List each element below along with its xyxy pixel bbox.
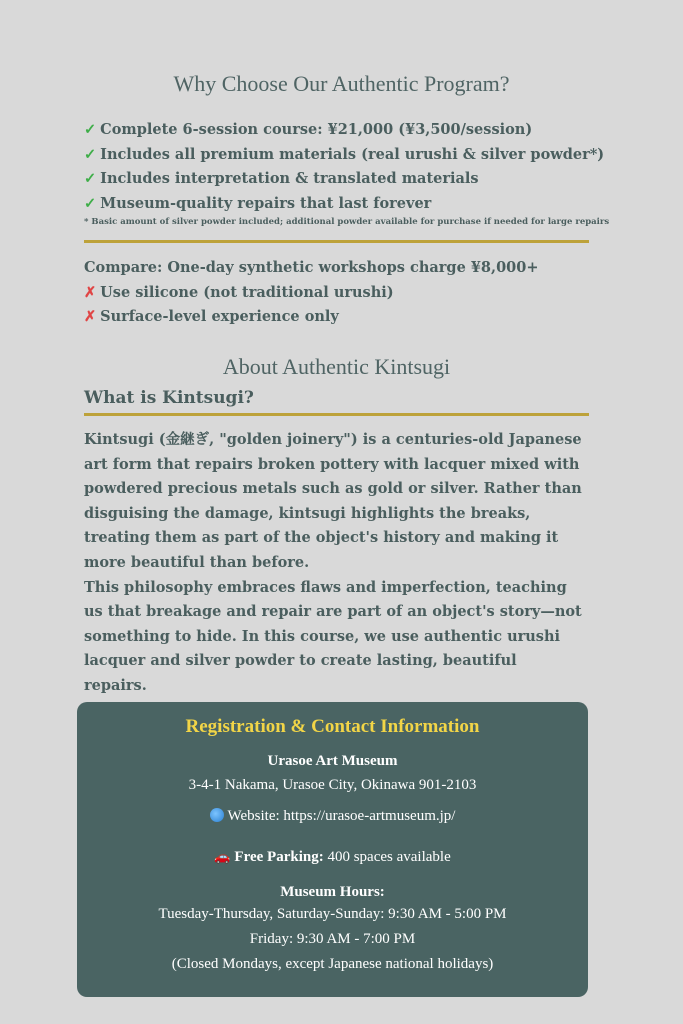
what-title: What is Kintsugi? bbox=[84, 388, 254, 408]
parking-value: 400 spaces available bbox=[327, 849, 451, 865]
list-item bbox=[84, 281, 604, 306]
list-item bbox=[84, 118, 604, 143]
benefit-text: Complete 6-session course: ¥21,000 (¥3,500/session) bbox=[100, 121, 533, 138]
globe-icon bbox=[210, 808, 224, 822]
hours-line: Friday: 9:30 AM - 7:00 PM bbox=[249, 931, 416, 947]
benefit-text: Museum-quality repairs that last forever bbox=[100, 194, 432, 212]
compare-text: Use silicone (not traditional urushi) bbox=[100, 283, 394, 301]
benefit-text: Includes all premium materials (real urushi & silver powder*) bbox=[100, 145, 605, 163]
contact-title: Registration & Contact Information bbox=[185, 716, 480, 737]
list-item bbox=[84, 143, 604, 168]
footnote: * Basic amount of silver powder included; additional powder available for purchase if needed for large repairs bbox=[84, 217, 610, 227]
check-icon: ✓ bbox=[84, 194, 97, 212]
list-item bbox=[84, 167, 604, 192]
cross-icon: ✗ bbox=[84, 283, 97, 301]
website-line[interactable] bbox=[77, 808, 588, 825]
hours-line: (Closed Mondays, except Japanese national holidays) bbox=[171, 956, 494, 972]
list-item bbox=[84, 305, 604, 330]
website-link[interactable]: Website: https://urasoe-artmuseum.jp/ bbox=[227, 808, 456, 824]
why-title: Why Choose Our Authentic Program? bbox=[173, 71, 510, 96]
cross-icon: ✗ bbox=[84, 308, 97, 325]
contact-card bbox=[77, 702, 588, 997]
address: 3-4-1 Nakama, Urasoe City, Okinawa 901-2103 bbox=[188, 777, 477, 793]
hours-title: Museum Hours: bbox=[280, 884, 385, 900]
check-icon: ✓ bbox=[84, 145, 97, 163]
parking-label: Free Parking: bbox=[234, 849, 324, 865]
paragraph: Kintsugi (金継ぎ, "golden joinery") is a centuries-old Japanese art form that repairs broken pottery with lacquer mixed with powdered precious metals such as gold or silver. Rather than disguising the damage, kintsugi highlights the breaks, treating them as part of the object's history and making it more beautiful than before. bbox=[84, 431, 582, 571]
divider bbox=[84, 413, 589, 416]
about-paragraphs bbox=[84, 428, 584, 699]
benefits-list bbox=[84, 118, 610, 227]
hours-line: Tuesday-Thursday, Saturday-Sunday: 9:30 AM - 5:00 PM bbox=[158, 906, 507, 922]
paragraph: This philosophy embraces flaws and imperfection, teaching us that breakage and repair are part of an object's story—not something to hide. In this course, we use authentic urushi lacquer and silver powder to create lasting, beautiful repairs. bbox=[84, 578, 582, 694]
about-title: About Authentic Kintsugi bbox=[222, 354, 451, 379]
check-icon: ✓ bbox=[84, 170, 97, 187]
parking-line bbox=[77, 849, 588, 866]
list-item bbox=[84, 192, 604, 217]
museum-name: Urasoe Art Museum bbox=[267, 753, 398, 769]
benefit-text: Includes interpretation & translated materials bbox=[100, 170, 479, 187]
compare-title: Compare: One-day synthetic workshops charge ¥8,000+ bbox=[84, 259, 539, 276]
compare-text: Surface-level experience only bbox=[100, 308, 339, 325]
check-icon: ✓ bbox=[84, 121, 97, 138]
compare-list bbox=[84, 256, 604, 330]
divider bbox=[84, 240, 589, 243]
car-icon: 🚗 bbox=[214, 850, 231, 865]
